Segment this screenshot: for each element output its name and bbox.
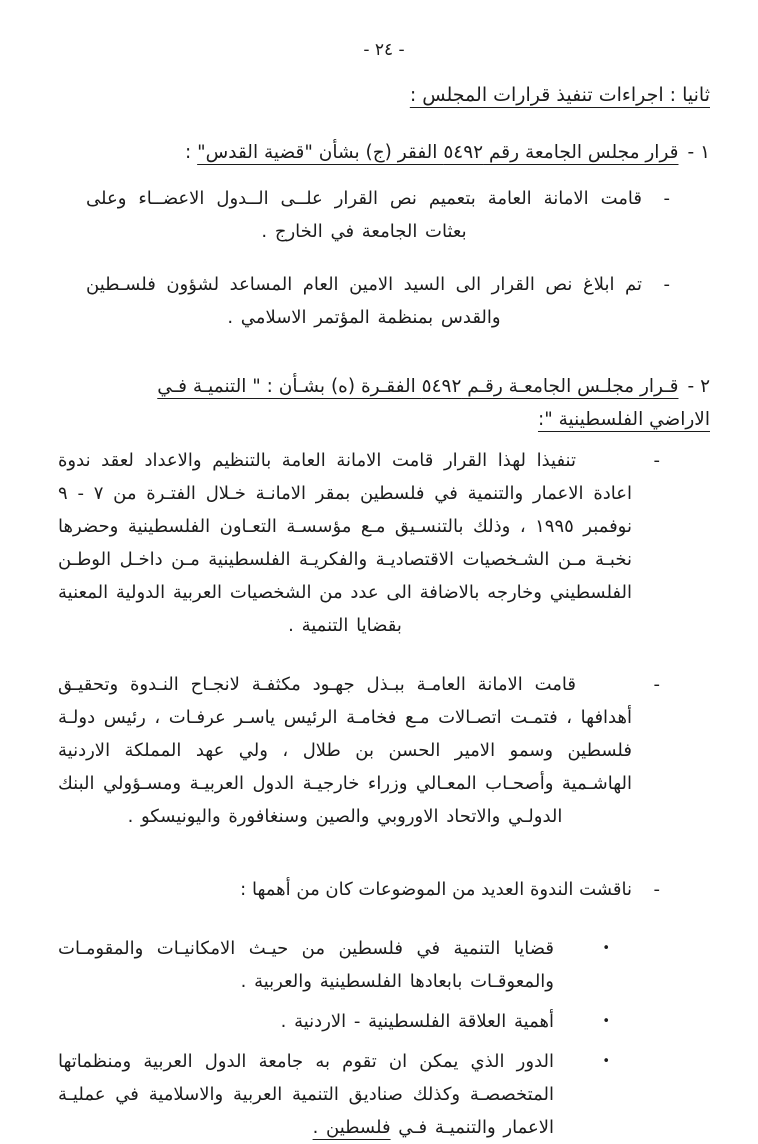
dash-marker: -: [663, 188, 670, 209]
paragraph: [86, 182, 670, 248]
paragraph-text: تنفيذا لهذا القرار قامت الامانة العامة بالتنظيم والاعداد لعقد ندوة اعادة الاعمار والتنمية في فلسطين بمقر الامانـة خـلال الفتـرة من ٧ - ٩ نوفمبر ١٩٩٥ ، وذلك بالتنسـيق مـع مؤسسـة التعـاون الفلسطينية وحضرها نخبـة مـن الشـخصيات الاقتصاديـة والفكريـة الفلسطينية مـن داخـل الوطـن الفلسطيني وخارجه بالاضافة الى عدد من الشخصيات العربية الدولية المعنية بقضايا التنمية .: [58, 450, 632, 636]
topic-item: [58, 932, 610, 998]
item-2-title-line1: قـرار مجلـس الجامعـة رقـم ٥٤٩٢ الفقـرة (ه) بشـأن : " التنميـة فـي: [157, 376, 679, 397]
topic-text: قضايا التنمية في فلسطين من حيـث الامكانيـات والمقومـات والمعوقـات بابعادها الفلسطينية والعربية .: [58, 938, 554, 992]
item-1-title-suffix: :: [185, 142, 198, 163]
topics-intro-text: ناقشت الندوة العديد من الموضوعات كان من أهمها :: [240, 879, 632, 900]
section-heading: ثانيا : اجراءات تنفيذ قرارات المجلس :: [409, 84, 710, 106]
dash-marker: -: [653, 674, 660, 695]
bullet-icon: •: [602, 941, 610, 956]
paragraph-text: قامت الامانة العامـة ببـذل جهـود مكثفـة لانجـاح النـدوة وتحقيـق أهدافها ، فتمـت اتصـالات مـع فخامـة الرئيس ياسـر عرفـات ، رئيس دولـة فلسطين وسمو الامير الحسن بن طلال ، ولي عهد المملكة الاردنية الهاشـمية وأصحـاب المعـالي وزراء خارجيـة الدول العربيـة ومسـؤولي البنك الدولـي والاتحاد الاوروبي والصين وسنغافورة واليونيسكو .: [58, 674, 632, 827]
topic-text: أهمية العلاقة الفلسطينية - الاردنية .: [280, 1011, 554, 1032]
paragraph: [58, 668, 660, 833]
paragraph-text: قامت الامانة العامة بتعميم نص القرار علــى الــدول الاعضــاء وعلى بعثات الجامعة في الخارج .: [86, 188, 642, 242]
decision-item-1: [58, 136, 710, 334]
dash-marker: -: [663, 274, 670, 295]
item-2-title-line2: الاراضي الفلسطينية ":: [537, 409, 710, 430]
item-1-number: ١ -: [687, 142, 710, 163]
item-2-title: [58, 370, 710, 436]
bullet-icon: •: [602, 1014, 610, 1029]
topics-list: [58, 932, 610, 1144]
item-1-title: [58, 136, 710, 169]
paragraph: [86, 268, 670, 334]
decision-item-2: [58, 370, 710, 1144]
item-1-title-text: قرار مجلس الجامعة رقم ٥٤٩٢ الفقر (ج) بشأن "قضية القدس": [197, 142, 679, 163]
paragraph-text: تم ابلاغ نص القرار الى السيد الامين العام المساعد لشؤون فلسـطين والقدس بمنظمة المؤتمر الاسلامي .: [86, 274, 642, 328]
topic-item: [58, 1045, 610, 1144]
topic-item: [58, 1005, 610, 1038]
topic-text: [58, 1045, 554, 1144]
dash-marker: -: [653, 450, 660, 471]
topics-intro: [58, 873, 660, 906]
bullet-icon: •: [602, 1054, 610, 1069]
topic-text-body: الدور الذي يمكن ان تقوم به جامعة الدول العربية ومنظماتها المتخصصـة وكذلك صناديق التنمية العربية والاسلامية في عمليـة الاعمار والتنميـة فـي: [58, 1051, 554, 1138]
item-2-number: ٢ -: [687, 376, 710, 397]
paragraph: [58, 444, 660, 642]
topic-text-underlined: فلسطين .: [312, 1117, 391, 1138]
page-number: - ٢٤ -: [363, 40, 405, 60]
dash-marker: -: [653, 879, 660, 900]
